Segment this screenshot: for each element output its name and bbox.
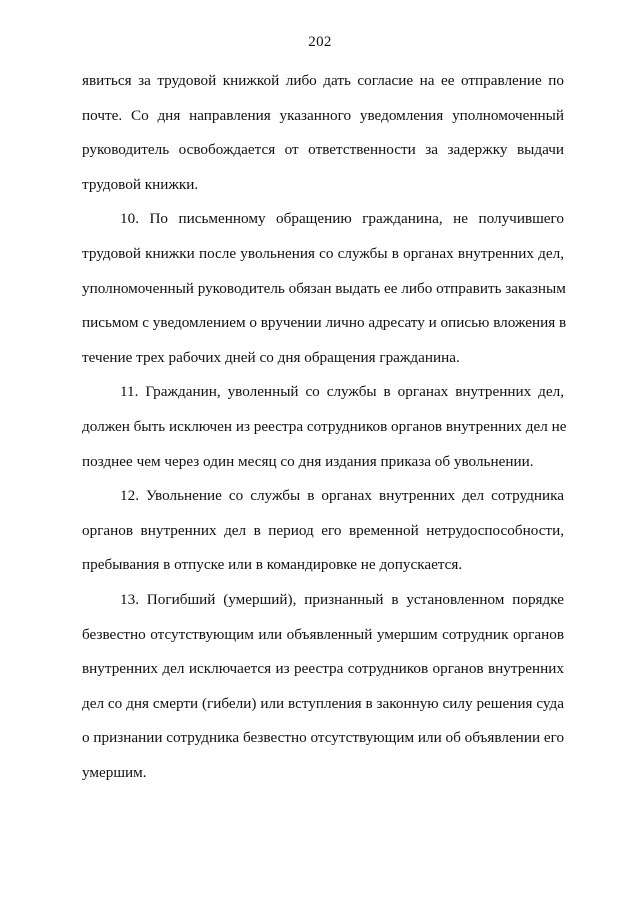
page-number: 202 [308, 34, 332, 50]
text-line: должен быть исключен из реестра сотрудников органов внутренних дел не [82, 417, 567, 435]
paragraph-item-10 [82, 202, 567, 375]
text-line: 10. По письменному обращению гражданина, не получившего [120, 210, 564, 228]
text-line: уполномоченный руководитель обязан выдать ее либо отправить заказным [82, 279, 566, 297]
paragraph-item-11 [82, 375, 567, 479]
text-line: 13. Погибший (умерший), признанный в установленном порядке [120, 590, 564, 608]
text-line: явиться за трудовой книжкой либо дать согласие на ее отправление по [82, 72, 564, 89]
text-line: безвестно отсутствующим или объявленный умершим сотрудник органов [82, 625, 564, 643]
text-line: внутренних дел исключается из реестра сотрудников органов внутренних [82, 660, 564, 678]
text-line: трудовой книжки после увольнения со службы в органах внутренних дел, [82, 244, 564, 262]
text-line: трудовой книжки. [82, 175, 199, 193]
text-line: 12. Увольнение со службы в органах внутренних дел сотрудника [120, 487, 564, 505]
text-line: течение трех рабочих дней со дня обращения гражданина. [82, 348, 460, 366]
paragraph-item-13 [82, 583, 564, 791]
paragraph-continuation [82, 64, 564, 202]
text-line: почте. Со дня направления указанного уведомления уполномоченный [82, 106, 564, 124]
text-line: 11. Гражданин, уволенный со службы в органах внутренних дел, [120, 383, 564, 401]
text-line: дел со дня смерти (гибели) или вступления в законную силу решения суда [82, 694, 564, 712]
text-line: письмом с уведомлением о вручении лично адресату и описью вложения в [82, 314, 567, 332]
text-line: позднее чем через один месяц со дня издания приказа об увольнении. [82, 452, 534, 470]
document-body [82, 64, 567, 790]
text-line: органов внутренних дел в период его временной нетрудоспособности, [82, 521, 564, 539]
text-line: умершим. [82, 763, 147, 781]
text-line: пребывания в отпуске или в командировке не допускается. [82, 556, 463, 574]
text-line: о признании сотрудника безвестно отсутствующим или об объявлении его [82, 729, 565, 747]
paragraph-item-12 [82, 479, 564, 583]
text-line: руководитель освобождается от ответственности за задержку выдачи [82, 141, 564, 159]
